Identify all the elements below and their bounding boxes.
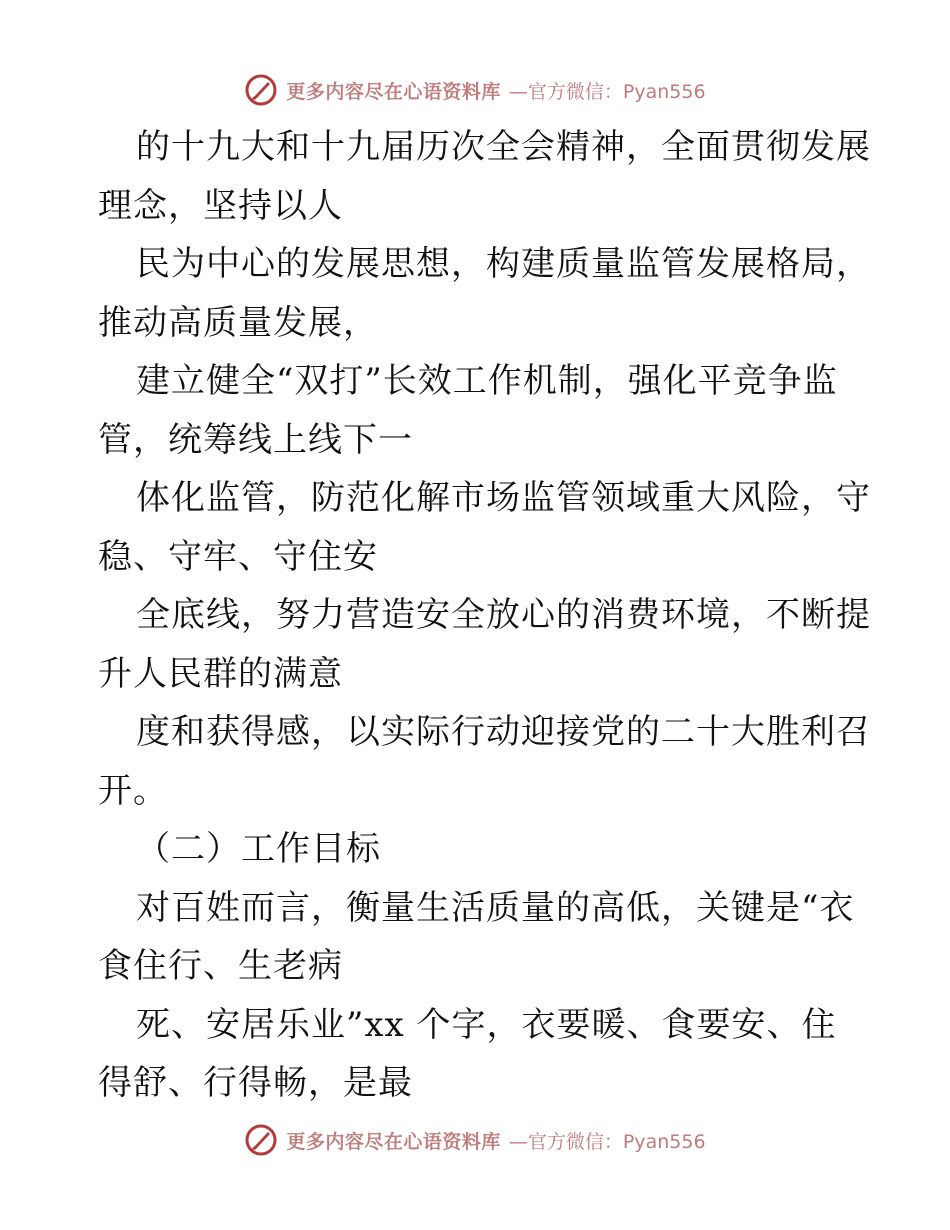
- header-contact-text: —官方微信：Pyan556: [508, 80, 706, 103]
- quill-logo-icon: [244, 73, 278, 107]
- quill-logo-icon: [244, 1123, 278, 1157]
- text-line: 理念，坚持以人: [98, 185, 343, 226]
- text-line: 死、安居乐业”xx 个字，衣要暖、食要安、住: [136, 1004, 837, 1045]
- text-line: 食住行、生老病: [98, 946, 343, 986]
- footer-contact-text: —官方微信：Pyan556: [508, 1130, 706, 1153]
- footer-watermark: [0, 1120, 950, 1160]
- text-line: 的十九大和十九届历次全会精神，全面贯彻发展: [136, 127, 871, 167]
- text-line: 推动高质量发展，: [98, 302, 378, 343]
- text-line: 建立健全“双打”长效工作机制，强化平竞争监: [136, 361, 838, 401]
- text-line: 民为中心的发展思想，构建质量监管发展格局，: [136, 244, 871, 284]
- header-brand-text: 更多内容尽在心语资料库: [286, 80, 501, 103]
- text-line: 体化监管，防范化解市场监管领域重大风险，守: [136, 478, 871, 518]
- text-line: 开。: [98, 770, 168, 811]
- text-line: 稳、守牢、守住安: [98, 536, 378, 577]
- text-line: 得舒、行得畅，是最: [98, 1063, 413, 1103]
- text-line: 全底线，努力营造安全放心的消费环境，不断提: [136, 595, 871, 635]
- section-heading: （二）工作目标: [136, 829, 381, 869]
- text-line: 对百姓而言，衡量生活质量的高低，关键是“衣: [136, 887, 855, 928]
- text-line: 度和获得感，以实际行动迎接党的二十大胜利召: [136, 712, 871, 752]
- document-body: [98, 118, 871, 1113]
- header-watermark: [0, 70, 950, 110]
- text-line: 升人民群的满意: [98, 653, 343, 694]
- text-line: 管，统筹线上线下一: [98, 419, 413, 460]
- footer-brand-text: 更多内容尽在心语资料库: [286, 1130, 501, 1153]
